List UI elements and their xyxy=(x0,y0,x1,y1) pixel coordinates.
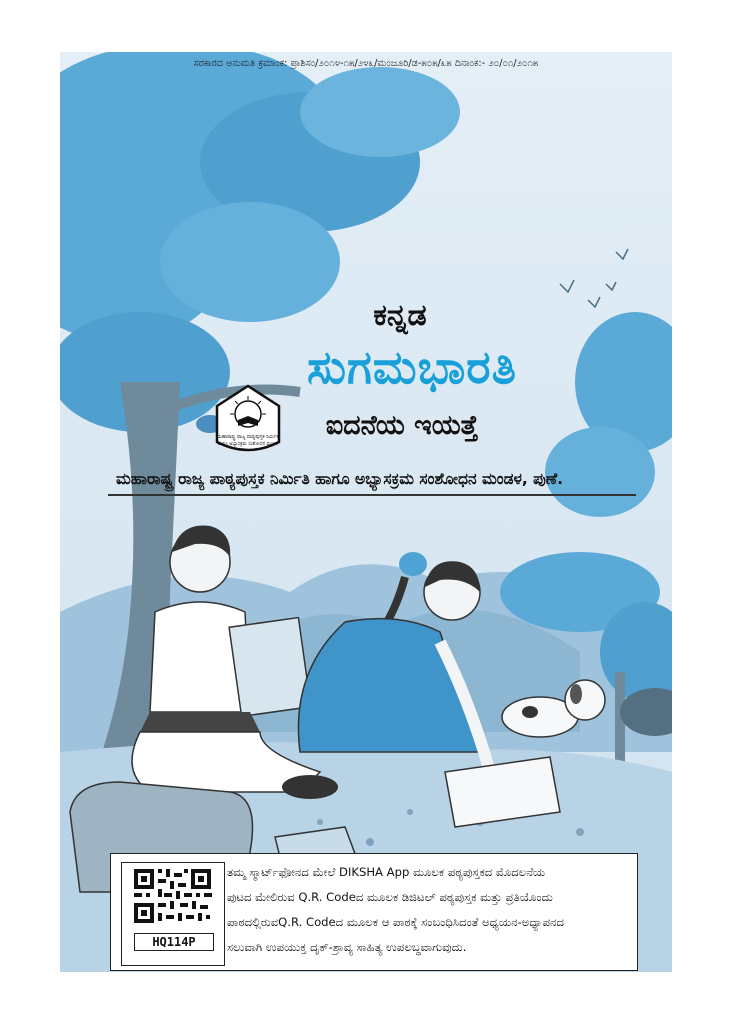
publisher-name: ಮಹಾರಾಷ್ಟ್ರ ರಾಜ್ಯ ಪಾಠ್ಯಪುಸ್ತಕ ನಿರ್ಮಿತಿ ಹಾಗೂ ಅಭ್ಯಾಸಕ್ರಮ ಸಂಶೋಧನ ಮಂಡಳ, ಪುಣೆ. xyxy=(116,470,563,488)
cover-page xyxy=(60,52,672,972)
instruction-line: ಪುಟದ ಮೇಲಿರುವ Q.R. Codeದ ಮೂಲಕ ಡಿಜಿಟಲ್ ಪಠ್ಯಪುಸ್ತಕ ಮತ್ತು ಪ್ರತಿಯೊಂದು xyxy=(227,890,553,904)
svg-text:ಮಹಾರಾಷ್ಟ್ರ ರಾಜ್ಯ ಪಾಠ್ಯಪುಸ್ತಕ ನ: ಮಹಾರಾಷ್ಟ್ರ ರಾಜ್ಯ ಪಾಠ್ಯಪುಸ್ತಕ ನಿರ್ಮಿತಿ xyxy=(216,434,280,440)
cover-illustration xyxy=(60,52,672,972)
qr-code-label: HQ114P xyxy=(134,933,214,951)
diksha-info-box xyxy=(110,853,638,971)
instruction-line: ತಮ್ಮ ಸ್ಮಾರ್ಟ್‌ಫೋನದ ಮೇಲೆ DIKSHA App ಮೂಲಕ ಪಠ್ಯಪುಸ್ತಕದ ಮೊದಲನೆಯ xyxy=(227,865,546,879)
government-approval-line: ಸರಕಾರದ ಅನುಮತಿ ಕ್ರಮಾಂಕ: ಪ್ರಾಶಿಸಂ/೨೦೧೪-೧೫/೨೪೩/ಮಂಜೂರಿ/ಡ-೫೦೫/೩೫ ದಿನಾಂಕ:- ೨೦/೦೧/೨೦೧೫ xyxy=(193,58,539,69)
instruction-line: ಪಾಠದಲ್ಲಿರುವQ.R. Codeದ ಮೂಲಕ ಆ ಪಾಠಕ್ಕೆ ಸಂಬಂಧಿಸಿದಂತೆ ಅಧ್ಯಯನ-ಅಧ್ಯಾಪನದ xyxy=(227,915,564,929)
language-label: ಕನ್ನಡ xyxy=(373,298,427,333)
qr-code[interactable] xyxy=(121,862,225,966)
board-logo xyxy=(213,384,283,460)
diksha-instructions xyxy=(227,860,631,960)
publisher-underline xyxy=(108,494,636,496)
book-title: ಸುಗಮಭಾರತಿ xyxy=(306,340,518,394)
qr-pattern xyxy=(122,863,223,929)
instruction-line: ಸಲುವಾಗಿ ಉಪಯುಕ್ತ ದೃಕ್-ಶ್ರಾವ್ಯ ಸಾಹಿತ್ಯ ಉಪಲಬ್ಧವಾಗುವುದು. xyxy=(227,940,467,954)
svg-text:ಹಾಗೂ ಅಭ್ಯಾಸಕ್ರಮ ಸಂಶೋಧನ ಮಂಡಳ: ಹಾಗೂ ಅಭ್ಯಾಸಕ್ರಮ ಸಂಶೋಧನ ಮಂಡಳ xyxy=(217,442,279,447)
class-label: ಐದನೆಯ ಇಯತ್ತೆ xyxy=(325,410,479,441)
